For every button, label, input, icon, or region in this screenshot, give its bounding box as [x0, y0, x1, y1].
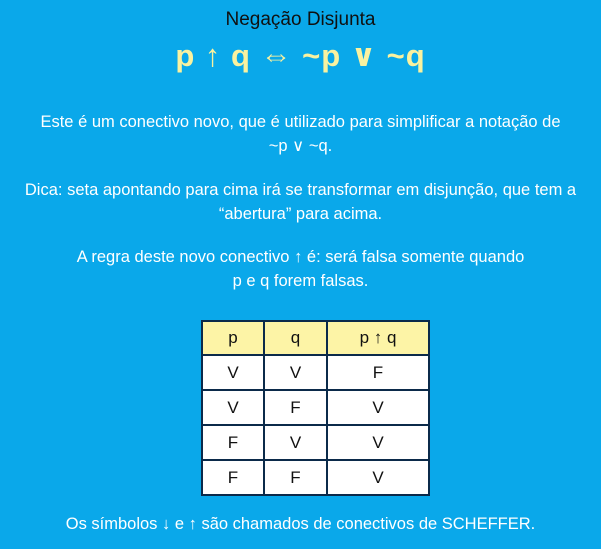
intro-paragraph — [20, 110, 581, 158]
table-cell: V — [327, 390, 429, 425]
table-cell: F — [264, 460, 327, 495]
intro-line-2: ~p ∨ ~q. — [268, 137, 333, 155]
truth-table — [201, 320, 430, 496]
table-header-row — [202, 321, 429, 355]
table-row — [202, 425, 429, 460]
table-cell: V — [264, 425, 327, 460]
table-cell: V — [327, 425, 429, 460]
table-cell: F — [202, 425, 264, 460]
table-cell: F — [264, 390, 327, 425]
tip-line-2: “abertura” para acima. — [218, 205, 383, 223]
table-cell: V — [202, 390, 264, 425]
table-cell: V — [264, 355, 327, 390]
table-row — [202, 355, 429, 390]
table-row — [202, 390, 429, 425]
header-p: p — [202, 321, 264, 355]
table-row — [202, 460, 429, 495]
footer-note: Os símbolos ↓ e ↑ são chamados de conectivos de SCHEFFER. — [65, 515, 536, 533]
header-result: p ↑ q — [327, 321, 429, 355]
tip-line-1: Dica: seta apontando para cima irá se transformar em disjunção, que tem a — [24, 181, 577, 199]
formula: p ↑ q ⇔ ~p ∨ ~q — [175, 38, 426, 73]
table-cell: F — [327, 355, 429, 390]
tip-paragraph — [20, 178, 581, 226]
table-cell: F — [202, 460, 264, 495]
intro-line-1: Este é um conectivo novo, que é utilizado para simplificar a notação de — [40, 113, 561, 131]
rule-line-1: A regra deste novo conectivo ↑ é: será falsa somente quando — [76, 248, 525, 266]
table-cell: V — [327, 460, 429, 495]
rule-line-2: p e q forem falsas. — [232, 272, 369, 290]
rule-paragraph — [20, 245, 581, 293]
header-q: q — [264, 321, 327, 355]
table-cell: V — [202, 355, 264, 390]
page-title: Negação Disjunta — [225, 9, 376, 30]
